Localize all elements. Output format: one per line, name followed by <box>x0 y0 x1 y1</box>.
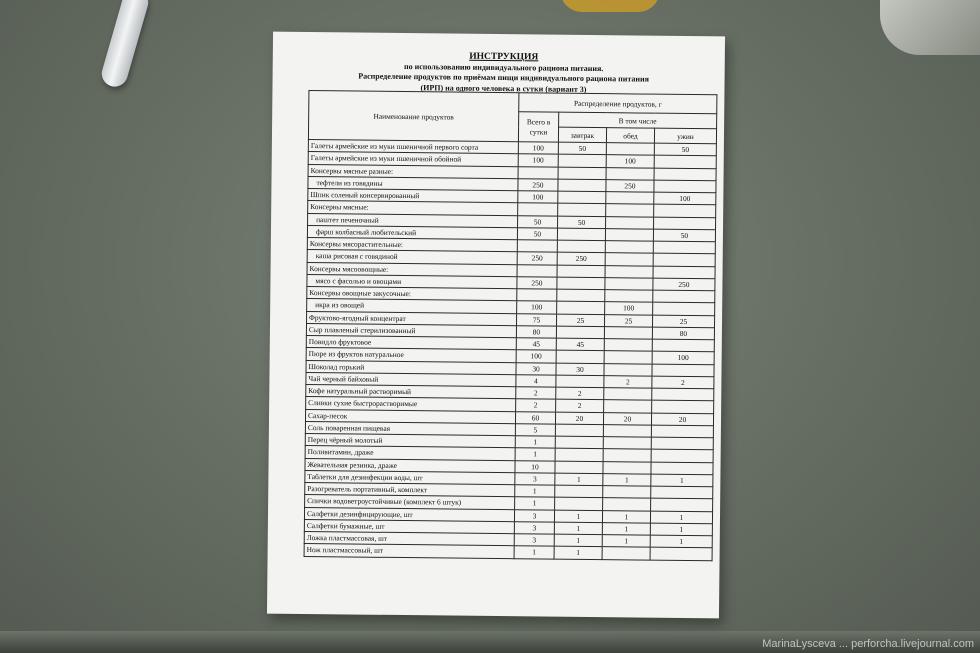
total-cell: 80 <box>516 325 556 338</box>
product-name-cell: Консервы мясоовощные: <box>307 262 517 276</box>
breakfast-cell <box>555 497 603 510</box>
breakfast-cell: 45 <box>556 338 604 351</box>
breakfast-cell <box>555 424 603 437</box>
product-name-cell: Разогреватель портативный, комплект <box>305 483 515 497</box>
dinner-cell <box>654 155 716 168</box>
dinner-cell <box>651 425 713 438</box>
product-name-cell: Поливитамин, драже <box>305 446 515 460</box>
document-subtitle: по использованию индивидуального рациона питания. <box>404 61 604 73</box>
plastic-wrapper <box>880 0 980 55</box>
breakfast-cell <box>558 154 606 167</box>
dinner-cell <box>653 253 715 266</box>
lunch-cell <box>603 424 651 437</box>
dinner-cell <box>654 217 716 230</box>
total-cell: 10 <box>515 460 555 473</box>
lunch-cell <box>605 253 653 266</box>
total-cell: 250 <box>518 178 558 191</box>
product-name-cell: мясо с фасолью и овощами <box>307 274 517 288</box>
ration-table <box>304 90 718 561</box>
dinner-cell: 2 <box>652 376 714 389</box>
product-name-cell: Салфетки бумажные, шт <box>304 519 514 533</box>
breakfast-cell: 1 <box>554 534 602 547</box>
total-cell <box>517 240 557 253</box>
total-cell: 100 <box>516 350 556 363</box>
total-cell: 50 <box>517 227 557 240</box>
breakfast-cell: 1 <box>554 522 602 535</box>
dinner-cell: 100 <box>654 192 716 205</box>
breakfast-cell <box>555 436 603 449</box>
breakfast-cell <box>557 240 605 253</box>
product-name-cell: Сыр плавленый стерилизованный <box>306 323 516 337</box>
document-title: ИНСТРУКЦИЯ <box>469 51 539 63</box>
breakfast-cell <box>558 167 606 180</box>
dinner-cell <box>651 486 713 499</box>
dinner-cell <box>651 498 713 511</box>
breakfast-cell <box>556 326 604 339</box>
breakfast-cell <box>557 289 605 302</box>
product-name-cell: Нож пластмассовый, шт <box>304 544 514 558</box>
lunch-cell <box>605 228 653 241</box>
total-cell: 4 <box>516 374 556 387</box>
lunch-cell: 100 <box>605 302 653 315</box>
breakfast-cell <box>555 448 603 461</box>
lunch-cell <box>604 388 652 401</box>
breakfast-cell: 2 <box>556 387 604 400</box>
lunch-cell: 250 <box>606 179 654 192</box>
total-cell <box>518 203 558 216</box>
breakfast-cell: 1 <box>554 546 602 559</box>
breakfast-cell: 50 <box>558 216 606 229</box>
lunch-cell: 1 <box>602 522 650 535</box>
document-line-2: Распределение продуктов по приёмам пищи индивидуального рациона питания <box>358 71 649 84</box>
total-cell: 3 <box>514 509 554 522</box>
total-cell: 1 <box>515 448 555 461</box>
document-header <box>298 50 708 96</box>
product-name-cell: Ложка пластмассовая, шт <box>304 532 514 546</box>
breakfast-cell: 2 <box>556 399 604 412</box>
breakfast-cell <box>557 265 605 278</box>
dinner-cell <box>653 302 715 315</box>
lunch-cell: 2 <box>604 375 652 388</box>
lunch-cell <box>605 277 653 290</box>
dinner-cell: 80 <box>652 327 714 340</box>
header-lunch: обед <box>606 128 654 144</box>
product-name-cell: Перец чёрный молотый <box>305 434 515 448</box>
dinner-cell: 250 <box>653 278 715 291</box>
total-cell: 2 <box>516 387 556 400</box>
document-line-3: (ИРП) на одного человека в сутки (вариант 3) <box>420 82 587 94</box>
total-cell: 100 <box>518 154 558 167</box>
breakfast-cell <box>556 350 604 363</box>
dinner-cell <box>652 339 714 352</box>
lunch-cell <box>606 204 654 217</box>
breakfast-cell <box>557 228 605 241</box>
breakfast-cell <box>556 375 604 388</box>
lunch-cell: 1 <box>602 510 650 523</box>
total-cell: 3 <box>514 521 554 534</box>
plastic-tube <box>99 0 152 90</box>
product-name-cell: Консервы мясорастительные: <box>307 238 517 252</box>
dinner-cell <box>653 290 715 303</box>
total-cell: 1 <box>515 436 555 449</box>
dinner-cell <box>651 437 713 450</box>
lunch-cell <box>606 143 654 156</box>
total-cell: 50 <box>518 215 558 228</box>
breakfast-cell: 25 <box>556 314 604 327</box>
product-name-cell: тефтели из говядины <box>308 176 518 190</box>
dinner-cell <box>653 241 715 254</box>
breakfast-cell: 250 <box>557 252 605 265</box>
dinner-cell: 50 <box>653 229 715 242</box>
dinner-cell <box>651 462 713 475</box>
product-name-cell: Таблетки для дезинфекции воды, шт <box>305 470 515 484</box>
dinner-cell <box>653 266 715 279</box>
lunch-cell <box>605 241 653 254</box>
lunch-cell <box>605 290 653 303</box>
total-cell: 3 <box>515 472 555 485</box>
breakfast-cell: 1 <box>554 510 602 523</box>
total-cell <box>517 264 557 277</box>
lunch-cell: 25 <box>604 314 652 327</box>
header-including: В том числе <box>559 112 717 129</box>
total-cell: 1 <box>515 497 555 510</box>
total-cell <box>517 289 557 302</box>
product-name-cell: Фруктово-ягодный концентрат <box>307 311 517 325</box>
total-cell: 100 <box>518 142 558 155</box>
header-breakfast: завтрак <box>558 127 606 143</box>
lunch-cell: 1 <box>602 535 650 548</box>
lunch-cell <box>604 339 652 352</box>
lunch-cell: 20 <box>603 412 651 425</box>
product-name-cell: Кофе натуральный растворимый <box>306 385 516 399</box>
product-name-cell: Чай черный байховый <box>306 372 516 386</box>
dinner-cell <box>654 168 716 181</box>
lunch-cell <box>606 192 654 205</box>
product-name-cell: Шпик соленый консервированный <box>308 189 518 203</box>
total-cell: 3 <box>514 534 554 547</box>
product-name-cell: Галеты армейские из муки пшеничной первого сорта <box>308 140 518 154</box>
header-product-name: Наименование продуктов <box>308 91 519 142</box>
product-name-cell: Сахар-песок <box>305 409 515 423</box>
dinner-cell: 1 <box>650 523 712 536</box>
dinner-cell: 25 <box>652 315 714 328</box>
dinner-cell: 50 <box>654 143 716 156</box>
dinner-cell: 1 <box>651 474 713 487</box>
lunch-cell: 100 <box>606 155 654 168</box>
breakfast-cell <box>558 203 606 216</box>
product-name-cell: Соль поваренная пищевая <box>305 421 515 435</box>
lunch-cell <box>606 216 654 229</box>
total-cell: 250 <box>517 276 557 289</box>
product-name-cell: Шоколад горький <box>306 360 516 374</box>
product-name-cell: фарш колбасный любительский <box>307 225 517 239</box>
dinner-cell: 1 <box>650 535 712 548</box>
product-name-cell: Спички водоветроустойчивые (комплект 6 штук) <box>305 495 515 509</box>
dinner-cell: 100 <box>652 351 714 364</box>
lunch-cell <box>603 437 651 450</box>
header-total: Всего в сутки <box>518 112 558 142</box>
total-cell: 1 <box>515 485 555 498</box>
product-name-cell: Консервы мясные: <box>308 201 518 215</box>
product-name-cell: паштет печеночный <box>308 213 518 227</box>
total-cell: 1 <box>514 546 554 559</box>
header-dinner: ужин <box>654 128 716 144</box>
lunch-cell <box>604 363 652 376</box>
lunch-cell <box>605 265 653 278</box>
total-cell: 2 <box>516 399 556 412</box>
lunch-cell <box>603 498 651 511</box>
product-name-cell: Консервы овощные закусочные: <box>307 287 517 301</box>
total-cell: 250 <box>517 252 557 265</box>
dinner-cell <box>652 364 714 377</box>
lunch-cell <box>603 449 651 462</box>
dinner-cell <box>650 547 712 560</box>
product-name-cell: Салфетки дезинфицирующие, шт <box>304 507 514 521</box>
total-cell: 45 <box>516 338 556 351</box>
total-cell: 60 <box>515 411 555 424</box>
total-cell: 5 <box>515 423 555 436</box>
dinner-cell <box>652 388 714 401</box>
breakfast-cell <box>555 461 603 474</box>
product-name-cell: каша рисовая с говядиной <box>307 250 517 264</box>
breakfast-cell <box>557 277 605 290</box>
dinner-cell: 1 <box>650 511 712 524</box>
product-name-cell: Пюре из фруктов натуральное <box>306 348 516 362</box>
header-distribution: Распределение продуктов, г <box>519 93 717 114</box>
dinner-cell <box>654 180 716 193</box>
lunch-cell <box>604 326 652 339</box>
breakfast-cell: 50 <box>558 142 606 155</box>
breakfast-cell <box>557 301 605 314</box>
total-cell: 30 <box>516 362 556 375</box>
product-name-cell: Галеты армейские из муки пшеничной обойной <box>308 152 518 166</box>
total-cell: 100 <box>518 191 558 204</box>
product-name-cell: икра из овощей <box>307 299 517 313</box>
breakfast-cell: 1 <box>555 473 603 486</box>
orange-object <box>560 0 660 12</box>
instruction-sheet <box>267 32 725 619</box>
product-name-cell: Повидло фруктовое <box>306 336 516 350</box>
breakfast-cell: 30 <box>556 363 604 376</box>
total-cell <box>518 166 558 179</box>
product-name-cell: Сливки сухие быстрорастворимые <box>306 397 516 411</box>
breakfast-cell: 20 <box>555 412 603 425</box>
lunch-cell <box>603 461 651 474</box>
breakfast-cell <box>558 179 606 192</box>
lunch-cell <box>602 547 650 560</box>
dinner-cell <box>652 400 714 413</box>
lunch-cell: 1 <box>603 473 651 486</box>
dinner-cell: 20 <box>651 413 713 426</box>
watermark: MarinaLysceva ... perforcha.livejournal.com <box>762 638 974 650</box>
product-name-cell: Консервы мясные разные: <box>308 164 518 178</box>
dinner-cell <box>651 449 713 462</box>
total-cell: 75 <box>516 313 556 326</box>
product-name-cell: Жевательная резинка, драже <box>305 458 515 472</box>
lunch-cell <box>604 400 652 413</box>
lunch-cell <box>604 351 652 364</box>
lunch-cell <box>603 486 651 499</box>
dinner-cell <box>654 204 716 217</box>
breakfast-cell <box>558 191 606 204</box>
breakfast-cell <box>555 485 603 498</box>
lunch-cell <box>606 167 654 180</box>
total-cell: 100 <box>517 301 557 314</box>
